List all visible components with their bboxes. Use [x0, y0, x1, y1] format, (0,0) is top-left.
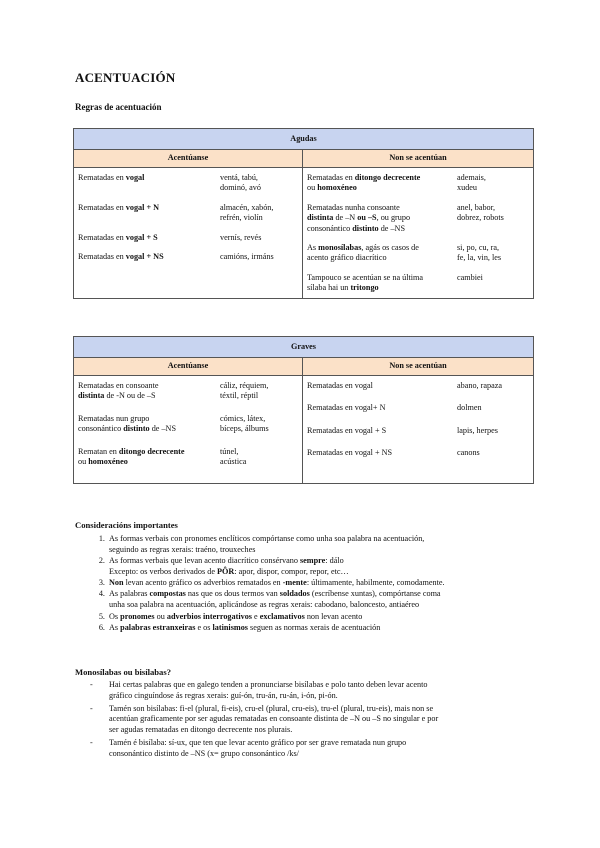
bold-term: distinto [352, 223, 379, 233]
considerations-title: Consideracións importantes [75, 520, 178, 530]
bold-term: sempre [299, 556, 326, 566]
considerations-list [75, 534, 557, 634]
bold-term: vogal + N [125, 202, 160, 212]
rule-examples: cáliz, réquiem, téxtil, réptil [220, 381, 269, 401]
bold-term: vogal + S [125, 232, 158, 242]
rule-description: Rematadas en vogal + S [78, 232, 158, 242]
graves-table [73, 336, 534, 484]
agudas-heading: Agudas [74, 129, 534, 150]
graves-accented-row [78, 414, 298, 435]
monosyllables-item: - Tamén é bisílaba: sí-ux, que ten que levar acento gráfico por ser grave rematada nun grupo consonántico distinto de –NS (x= grupo consonántico /ks/ [107, 738, 557, 760]
monosyllables-title: Monosílabas ou bisílabas? [75, 667, 171, 677]
rule-description: Rematadas en vogal + N [78, 202, 160, 212]
bold-term: tritongo [350, 283, 379, 293]
rule-description: Rematadas en ditongo decrecente ou homoxéneo [307, 173, 421, 193]
rule-examples: cambiei [457, 272, 483, 282]
rule-description: Rematadas en vogal [307, 381, 373, 390]
rule-description: Rematadas nun grupo consonántico distinto de –NS [78, 413, 177, 434]
rule-examples: anel, babor, dobrez, robots [457, 202, 504, 223]
agudas-right-heading: Non se acentúan [303, 150, 534, 168]
rule-description: Rematadas en vogal + NS [78, 252, 164, 262]
rule-examples: cómics, látex, bíceps, álbums [220, 413, 269, 434]
agudas-unaccented-row [307, 173, 529, 194]
rule-description: As monosílabas, agás os casos de acento gráfico diacrítico [307, 243, 419, 263]
bold-term: Non [109, 578, 124, 588]
rule-examples: lapis, herpes [457, 425, 498, 435]
document-title: ACENTUACIÓN [75, 70, 176, 85]
rule-examples: abano, rapaza [457, 381, 502, 390]
bold-term: distinta [78, 391, 105, 401]
bold-term: vogal + NS [125, 252, 164, 262]
rule-examples: ventá, tabú, dominó, avó [220, 173, 261, 193]
agudas-unaccented-cell [303, 168, 534, 299]
rule-examples: canons [457, 448, 480, 458]
rule-description: Rematadas en vogal + S [307, 425, 387, 435]
consideration-item: 2. As formas verbais que levan acento diacrítico consérvano sempre: dálo Excepto: os verbos derivados de PÔR: apor, dispor, compor, repor, etc… [107, 556, 557, 578]
bold-term: homoxéneo [317, 183, 357, 193]
rule-description: Tampouco se acentúan se na última sílaba hai un tritongo [307, 272, 424, 293]
consideration-item: 6. As palabras estranxeiras e os latinismos seguen as normas xerais de acentuación [107, 623, 557, 634]
graves-unaccented-row [307, 448, 529, 458]
graves-unaccented-row [307, 403, 529, 413]
graves-accented-row [78, 447, 298, 468]
bold-term: soldados [279, 589, 310, 599]
rule-description: Rematan en ditongo decrecente ou homoxéneo [78, 446, 185, 467]
rule-examples: si, po, cu, ra, fe, la, vin, les [457, 243, 502, 263]
agudas-accented-row [78, 173, 298, 194]
graves-accented-row [78, 381, 298, 402]
agudas-unaccented-row [307, 273, 529, 294]
agudas-unaccented-row [307, 203, 529, 234]
graves-heading: Graves [74, 337, 534, 358]
consideration-item: 4. As palabras compostas nas que os dous termos van soldados (escríbense xuntas), compórtanse coma unha soa palabra na acentuación, aplicándose as regras xerais: cabodano, baloncesto, antiaéreo [107, 589, 557, 611]
bold-term: palabras estranxeiras [120, 622, 196, 632]
bold-term: exclamativos [259, 611, 305, 621]
bold-term: ditongo decrecente [118, 446, 185, 456]
bold-term: distinta [307, 213, 334, 223]
agudas-unaccented-row [307, 243, 529, 264]
agudas-accented-cell [74, 168, 303, 299]
bold-term: monosílabas [318, 243, 362, 253]
bold-term: ou –S [357, 213, 377, 223]
rule-description: Rematadas en consoante distinta de -N ou de –S [78, 381, 159, 401]
monosyllables-item: - Hai certas palabras que en galego tenden a pronunciarse bisílabas e polo tanto deben levar acento gráfico cinguíndose ás regras xerais: guí-ón, tru-án, ru-án, i-ón, pi-ón. [107, 680, 557, 702]
rule-description: Rematadas en vogal [78, 173, 145, 182]
bold-term: -mente [282, 578, 307, 588]
graves-unaccented-cell [303, 376, 534, 484]
bold-term: ditongo decrecente [354, 173, 421, 182]
section-subtitle: Regras de acentuación [75, 102, 162, 112]
rule-description: Rematadas en vogal + NS [307, 448, 393, 458]
bold-term: pronomes [120, 611, 155, 621]
graves-accented-cell [74, 376, 303, 484]
bold-term: vogal [125, 173, 145, 182]
consideration-item: 3. Non levan acento gráfico os adverbios rematados en -mente: últimamente, habilmente, comodamente. [107, 578, 557, 589]
bold-term: compostas [149, 589, 186, 599]
graves-unaccented-row [307, 426, 529, 436]
graves-left-heading: Acentúanse [74, 358, 303, 376]
agudas-accented-row [78, 252, 298, 262]
rule-examples: vernís, revés [220, 232, 262, 242]
rule-examples: camións, irmáns [220, 252, 274, 262]
bold-term: distinto [123, 424, 150, 434]
rule-description: Rematadas nunha consoante distinta de –N ou –S, ou grupo consonántico distinto de –NS [307, 202, 411, 233]
monosyllables-item: - Tamén son bisílabas: fi-el (plural, fi-eis), cru-el (plural, cru-eis), tru-el (plural, tru-eis), mais non se acentúan graficamente por ser agudas rematadas en consoante distinta de –N ou –S no singular e por ser agudas rematadas en ditongo decrecente nos plurais. [107, 704, 557, 736]
bold-term: homoxéneo [88, 457, 128, 467]
rule-examples: ademais, xudeu [457, 173, 486, 193]
rule-examples: almacén, xabón, refrén, violín [220, 202, 274, 223]
rule-examples: túnel, acústica [220, 446, 247, 467]
bold-term: latinismos [212, 622, 248, 632]
agudas-accented-row [78, 233, 298, 243]
consideration-item: 5. Os pronomes ou adverbios interrogativos e exclamativos non levan acento [107, 612, 557, 623]
rule-examples: dolmen [457, 403, 482, 413]
rule-description: Rematadas en vogal+ N [307, 403, 386, 413]
graves-right-heading: Non se acentúan [303, 358, 534, 376]
graves-unaccented-row [307, 381, 529, 391]
agudas-left-heading: Acentúanse [74, 150, 303, 168]
bold-term: adverbios interrogativos [166, 611, 252, 621]
monosyllables-list [75, 680, 557, 762]
bold-term: PÔR [217, 566, 235, 576]
agudas-accented-row [78, 203, 298, 224]
agudas-table [73, 128, 534, 299]
consideration-item: 1. As formas verbais con pronomes enclíticos compórtanse como unha soa palabra na acentuación, seguindo as regras xerais: traéno, trouxeches [107, 534, 557, 556]
